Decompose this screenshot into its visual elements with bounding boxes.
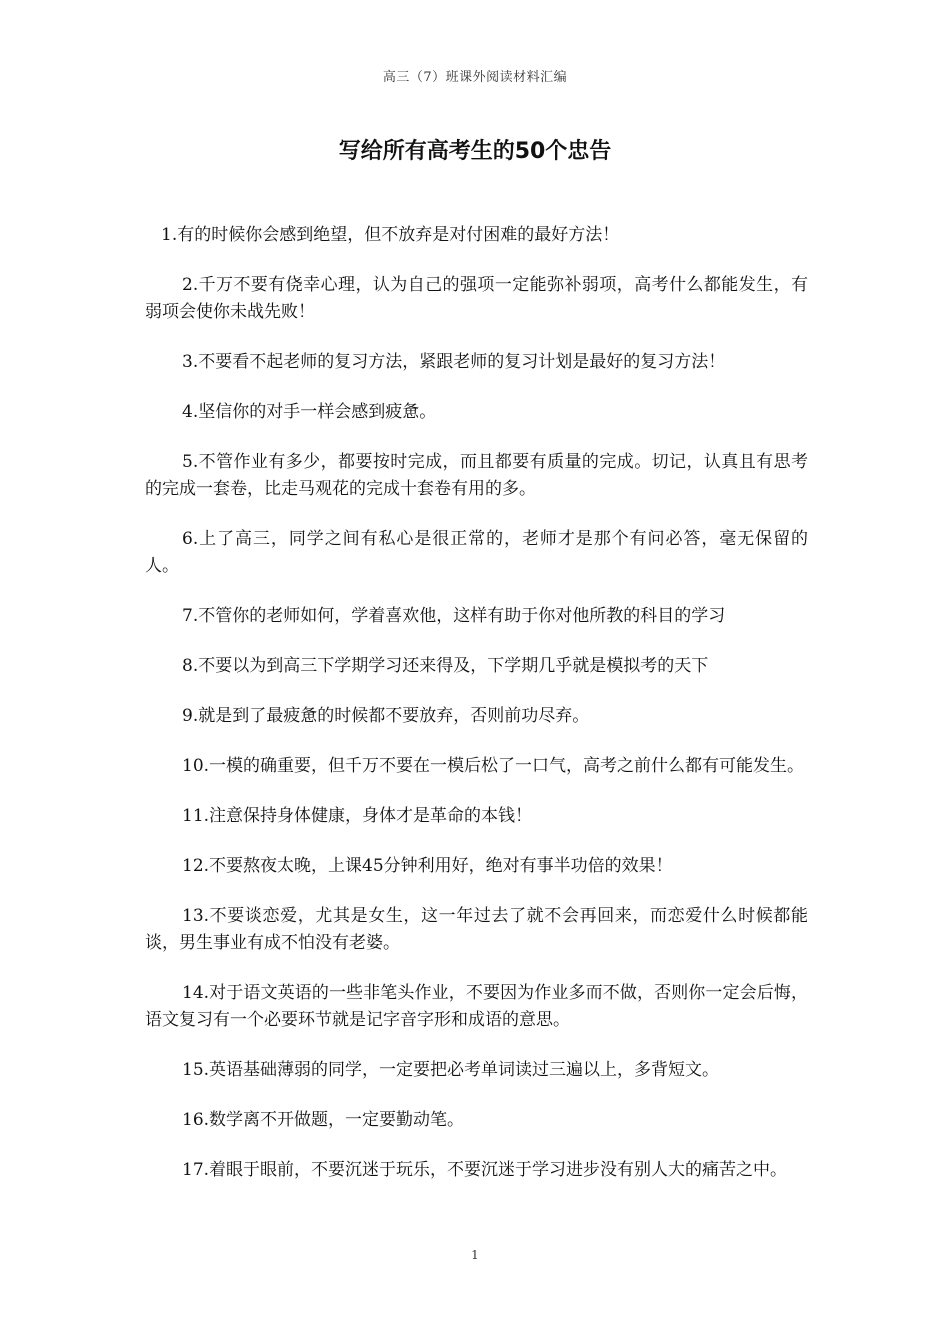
paragraph: 11.注意保持身体健康，身体才是革命的本钱！ — [182, 806, 533, 826]
paragraph: 10.一模的确重要，但千万不要在一模后松了一口气，高考之前什么都有可能发生。 — [182, 756, 805, 776]
document-body — [145, 222, 808, 1207]
paragraph: 8.不要以为到高三下学期学习还来得及，下学期几乎就是模拟考的天下 — [182, 656, 709, 676]
document-title: 写给所有高考生的50个忠告 — [338, 139, 612, 164]
paragraph: 4.坚信你的对手一样会感到疲惫。 — [182, 402, 437, 422]
page-number: 1 — [471, 1248, 479, 1262]
paragraph: 1.有的时候你会感到绝望，但不放弃是对付困难的最好方法！ — [161, 225, 620, 245]
paragraph: 13.不要谈恋爱，尤其是女生，这一年过去了就不会再回来，而恋爱什么时候都能谈，男生事业有成不怕没有老婆。 — [145, 906, 808, 953]
paragraph: 16.数学离不开做题，一定要勤动笔。 — [182, 1110, 465, 1130]
paragraph: 6.上了高三，同学之间有私心是很正常的，老师才是那个有问必答，毫无保留的人。 — [145, 529, 808, 576]
paragraph: 17.着眼于眼前，不要沉迷于玩乐，不要沉迷于学习进步没有别人大的痛苦之中。 — [182, 1160, 788, 1180]
paragraph: 2.千万不要有侥幸心理，认为自己的强项一定能弥补弱项，高考什么都能发生，有弱项会使你未战先败！ — [145, 275, 808, 322]
paragraph: 14.对于语文英语的一些非笔头作业，不要因为作业多而不做，否则你一定会后悔，语文复习有一个必要环节就是记字音字形和成语的意思。 — [145, 983, 808, 1030]
page-header: 高三（7）班课外阅读材料汇编 — [382, 70, 568, 85]
paragraph: 3.不要看不起老师的复习方法，紧跟老师的复习计划是最好的复习方法！ — [182, 352, 726, 372]
paragraph: 15.英语基础薄弱的同学，一定要把必考单词读过三遍以上，多背短文。 — [182, 1060, 720, 1080]
paragraph: 5.不管作业有多少，都要按时完成，而且都要有质量的完成。切记，认真且有思考的完成一套卷，比走马观花的完成十套卷有用的多。 — [145, 452, 808, 499]
paragraph: 9.就是到了最疲惫的时候都不要放弃，否则前功尽弃。 — [182, 706, 590, 726]
paragraph: 7.不管你的老师如何，学着喜欢他，这样有助于你对他所教的科目的学习 — [182, 606, 726, 626]
paragraph: 12.不要熬夜太晚，上课45分钟利用好，绝对有事半功倍的效果！ — [182, 856, 673, 876]
